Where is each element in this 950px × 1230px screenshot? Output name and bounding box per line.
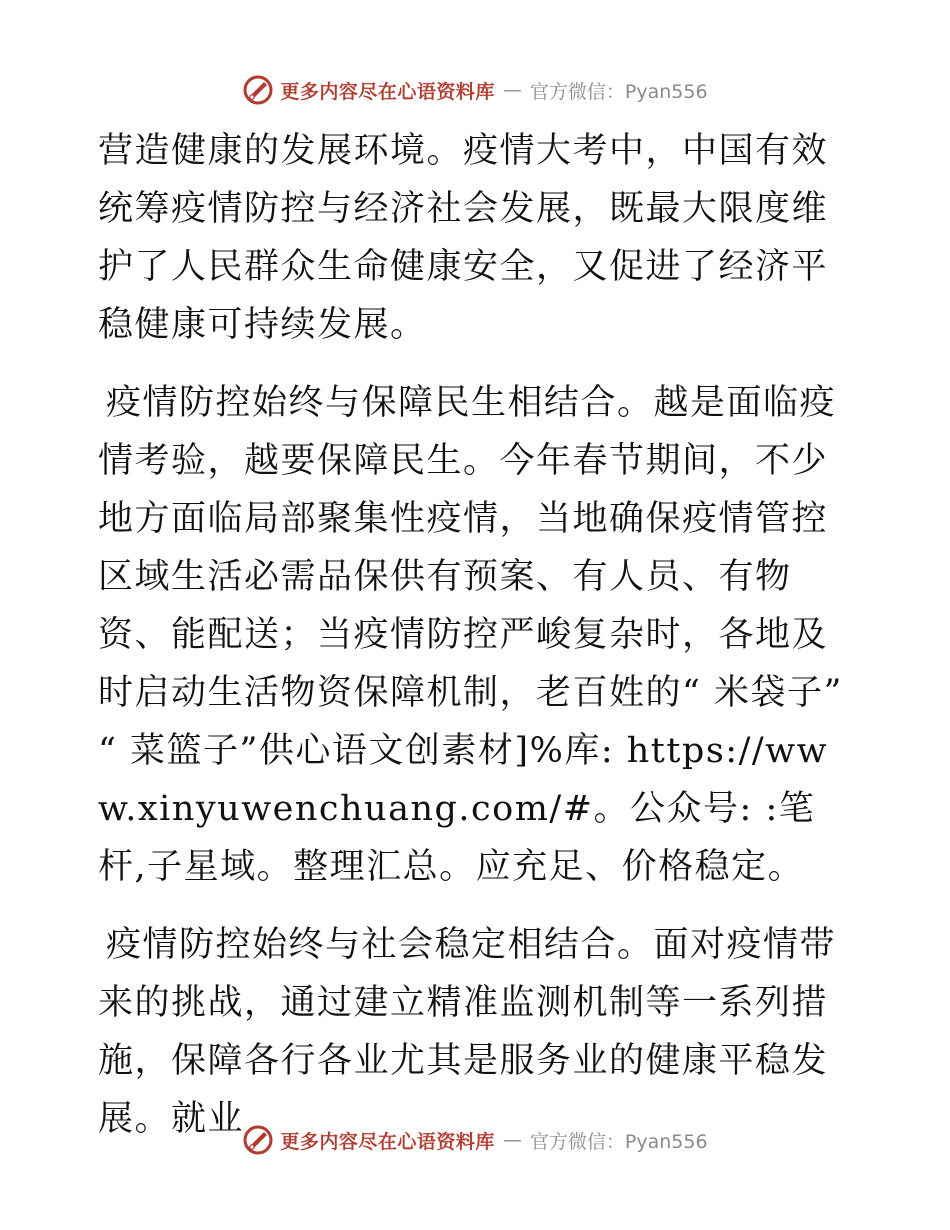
- logo-icon: [242, 1124, 274, 1156]
- header-brand-text: 更多内容尽在心语资料库: [280, 80, 495, 103]
- header-contact-text: 官方微信：Pyan556: [529, 80, 708, 103]
- logo-icon: [242, 74, 274, 106]
- header-dash: —: [502, 79, 522, 101]
- footer-dash: —: [502, 1129, 522, 1151]
- footer-banner: [0, 1120, 950, 1160]
- header-banner: [0, 70, 950, 110]
- paragraph-3: 疫情防控始终与社会稳定相结合。面对疫情带来的挑战，通过建立精准监测机制等一系列措施，保障各行各业尤其是服务业的健康平稳发展。就业: [98, 925, 837, 1139]
- paragraph-1: 营造健康的发展环境。疫情大考中，中国有效统筹疫情防控与经济社会发展，既最大限度维护了人民群众生命健康安全，又促进了经济平稳健康可持续发展。: [98, 131, 829, 345]
- footer-brand-text: 更多内容尽在心语资料库: [280, 1130, 495, 1153]
- footer-contact-text: 官方微信：Pyan556: [529, 1130, 708, 1153]
- paragraph-2: 疫情防控始终与保障民生相结合。越是面临疫情考验，越要保障民生。今年春节期间，不少地方面临局部聚集性疫情，当地确保疫情管控区域生活必需品保供有预案、有人员、有物资、能配送；当疫情防控严峻复杂时，各地及时启动生活物资保障机制，老百姓的“ 米袋子” “ 菜篮子”供心语文创素材]%库: https://www.xinyuwenchuang.com/#。公众号: :笔杆,子星域。整理汇总。应充足、价格稳定。: [98, 383, 843, 887]
- document-body: [98, 122, 850, 1168]
